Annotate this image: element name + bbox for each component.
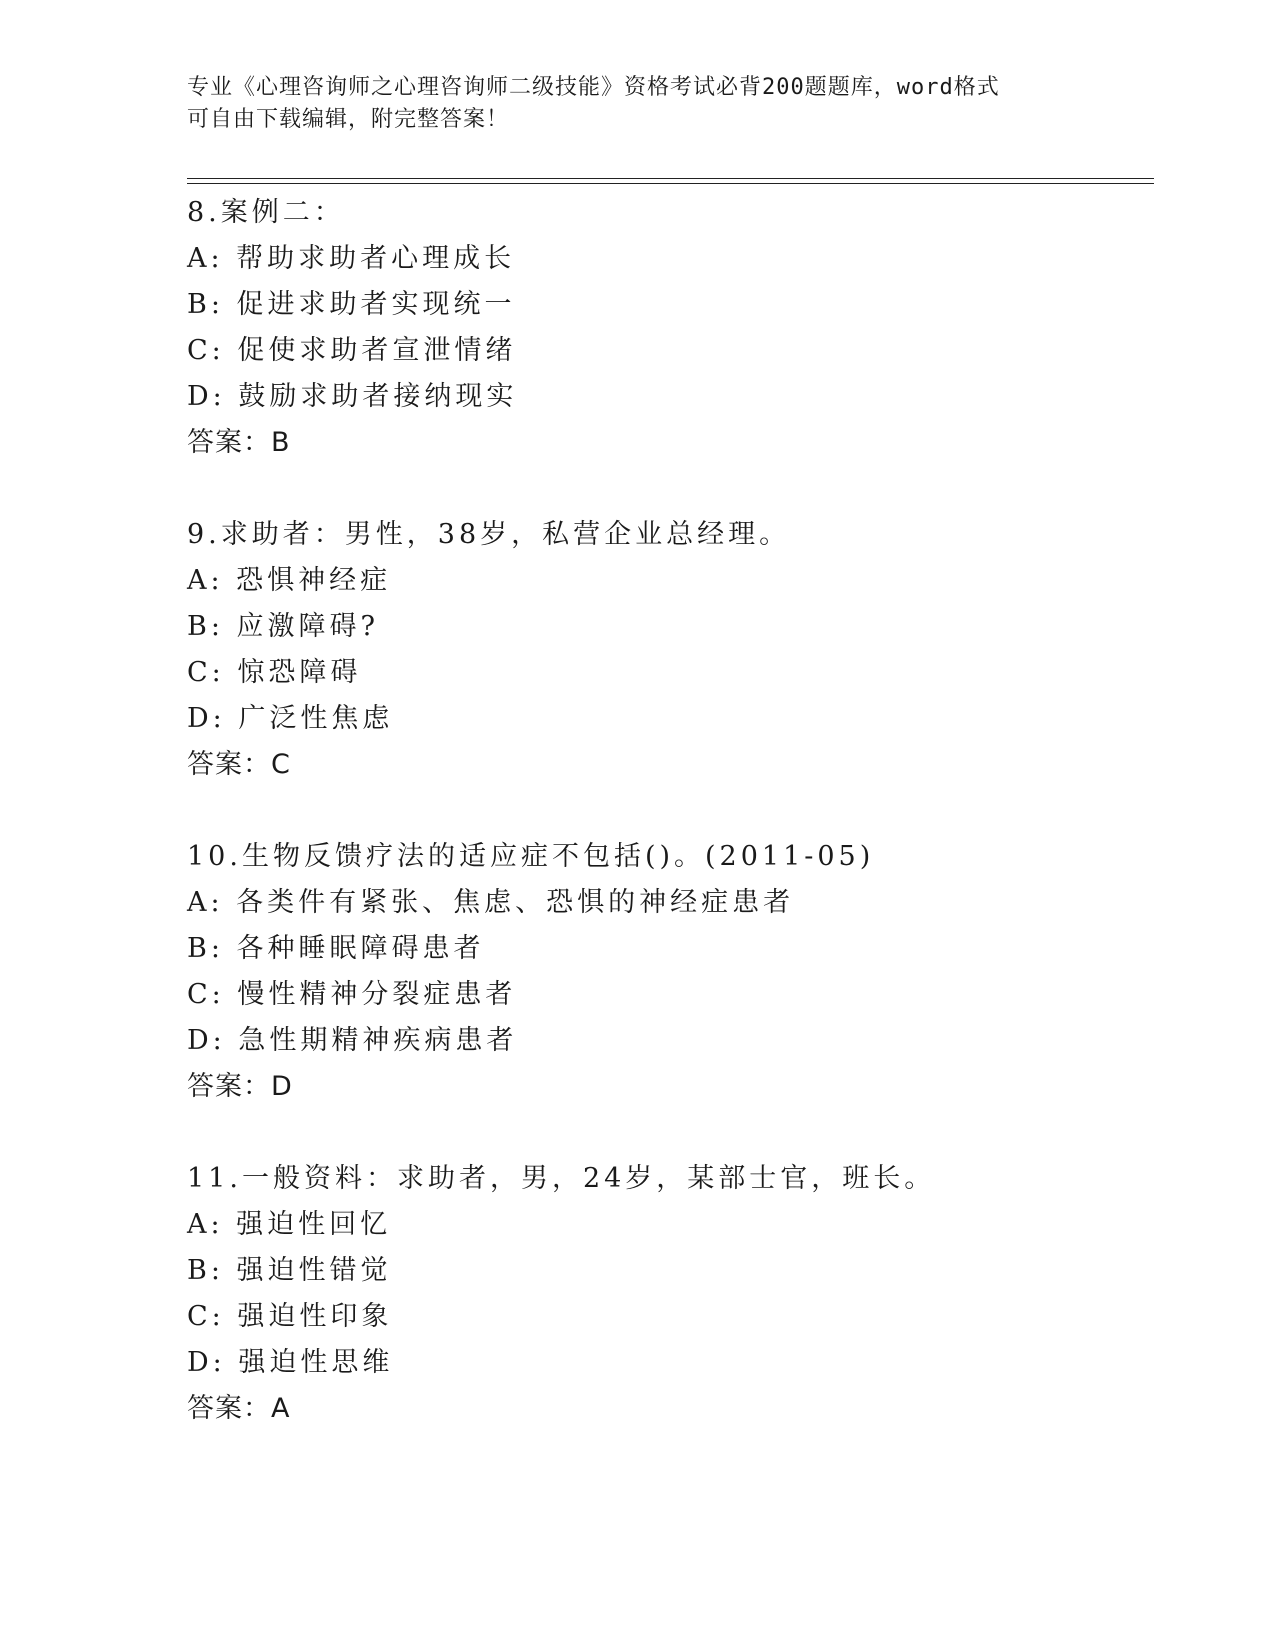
option-c: C: 慢性精神分裂症患者 [187, 979, 517, 1010]
answer-line: 答案：D [187, 1071, 293, 1102]
option-d: D: 鼓励求助者接纳现实 [187, 381, 518, 412]
option-b: B: 应激障碍? [187, 611, 379, 642]
question-stem: 8.案例二： [187, 197, 345, 228]
question-8 [187, 190, 1147, 466]
header-line-1: 专业《心理咨询师之心理咨询师二级技能》资格考试必背200题题库，word格式 [187, 75, 1000, 100]
option-b: B: 促进求助者实现统一 [187, 289, 516, 320]
question-stem: 9.求助者：男性，38岁，私营企业总经理。 [187, 519, 791, 550]
option-a: A: 恐惧神经症 [187, 565, 392, 596]
question-list [187, 190, 1147, 1478]
option-d: D: 急性期精神疾病患者 [187, 1025, 518, 1056]
header-divider-bottom [187, 183, 1154, 184]
option-a: A: 强迫性回忆 [187, 1209, 392, 1240]
header-line-2: 可自由下载编辑，附完整答案！ [187, 107, 510, 132]
option-a: A: 帮助求助者心理成长 [187, 243, 516, 274]
option-c: C: 惊恐障碍 [187, 657, 362, 688]
question-9 [187, 512, 1147, 788]
option-d: D: 强迫性思维 [187, 1347, 394, 1378]
option-b: B: 强迫性错觉 [187, 1255, 392, 1286]
question-11 [187, 1156, 1147, 1432]
document-header [187, 72, 1087, 136]
option-b: B: 各种睡眠障碍患者 [187, 933, 485, 964]
option-c: C: 促使求助者宣泄情绪 [187, 335, 517, 366]
question-stem: 11.一般资料：求助者，男，24岁，某部士官，班长。 [187, 1163, 936, 1194]
answer-line: 答案：B [187, 427, 291, 458]
option-d: D: 广泛性焦虑 [187, 703, 394, 734]
question-10 [187, 834, 1147, 1110]
question-stem: 10.生物反馈疗法的适应症不包括()。(2011-05) [187, 841, 875, 872]
answer-line: 答案：A [187, 1393, 291, 1424]
option-c: C: 强迫性印象 [187, 1301, 393, 1332]
header-divider-top [187, 178, 1154, 179]
option-a: A: 各类件有紧张、焦虑、恐惧的神经症患者 [187, 887, 795, 918]
answer-line: 答案：C [187, 749, 291, 780]
